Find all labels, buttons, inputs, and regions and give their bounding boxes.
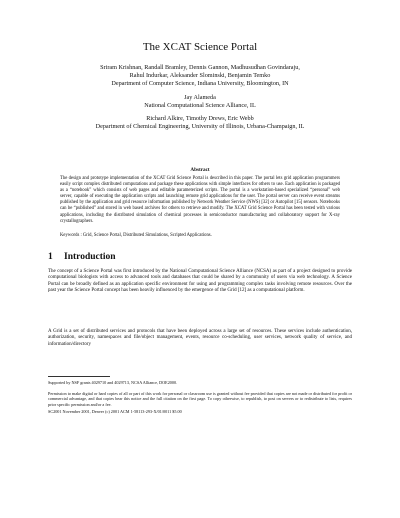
author-names: Richard Alkire, Timothy Drews, Eric Webb [146, 115, 254, 123]
keywords: Keywords : Grid, Science Portal, Distributed Simulations, Scripted Applications. [60, 233, 212, 238]
abstract-heading: Abstract [190, 167, 210, 173]
copyright-line: SC2001 November 2001, Denver (c) 2001 ACM 1-58113-293-X/01/0011 $5.00 [48, 409, 182, 414]
author-affiliation: National Computational Science Alliance, IL [144, 101, 256, 109]
permission-notice: Permission to make digital or hard copies of all or part of this work for personal or classroom use is granted without fee provided that copies are not made or distributed for profit or commercial advantage, and that copies bear this notice and the full citation on the first page. To copy otherwise, to republish, to post on servers or to redistribute to lists, requires prior specific permission and/or a fee. [48, 391, 352, 407]
paper-title: The XCAT Science Portal [142, 41, 258, 53]
footnote-rule [48, 376, 110, 377]
section-heading [48, 252, 116, 262]
author-affiliation: Department of Chemical Engineering, University of Illinois, Urbana-Champaign, IL [95, 123, 305, 131]
section-number: 1 [48, 252, 53, 262]
author-names: Rahul Indurkar, Aleksander Slominski, Benjamin Temko [129, 72, 271, 80]
body-paragraph: The concept of a Science Portal was first introduced by the National Computational Science Alliance (NCSA) as part of a project designed to provide computational biologists with access to advanced tools and databases that could be shared by a community of users via web technology. A Science Portal can be broadly defined as an application specific environment for using and programming complex tasks involving remote resources. Over the past year the Science Portal concept has been heavily influenced by the emergence of the Grid [12] as a computational platform. [48, 269, 352, 294]
author-names: Sriram Krishnan, Randall Bramley, Dennis Gannon, Madhusudhan Govindaraju, [100, 64, 300, 71]
abstract-text: The design and prototype implementation of the XCAT Grid Science Portal is described in this paper. The portal lets grid application programmers easily script complex distributed computations and package these applications with simple interfaces for others to use. Each application is packaged as a “notebook” which consists of web pages and editable parameterized scripts. The portal is a workstation-based specialized “personal” web server, capable of executing the application scripts and launching remote grid applications for the user. The portal server can receive event streams published by the application and grid resource information published by Network Weather Service (NWS) [32] or Autopilot [15] sensors. Notebooks can be “published” and stored in web based archives for others to retrieve and modify. The XCAT Grid Science Portal has been tested with various applications, including the distributed simulation of chemical processes in semiconductor manufacturing and collaboratory support for X-ray crystallographers. [60, 176, 340, 224]
funding-footnote: Supported by NSF grants 4029710 and 4029713, NCSA Alliance, DOE2000. [48, 380, 178, 385]
body-paragraph: A Grid is a set of distributed services and protocols that have been deployed across a large set of resources. These services include authentication, authorization, security, namespaces and file/object management, events, resource co-scheduling, user services, network quality of service, and information/directory [48, 329, 352, 347]
author-block [30, 64, 370, 131]
section-title: Introduction [64, 252, 116, 262]
author-affiliation: Department of Computer Science, Indiana University, Bloomington, IN [111, 80, 289, 88]
author-names: Jay Alameda [184, 93, 216, 101]
